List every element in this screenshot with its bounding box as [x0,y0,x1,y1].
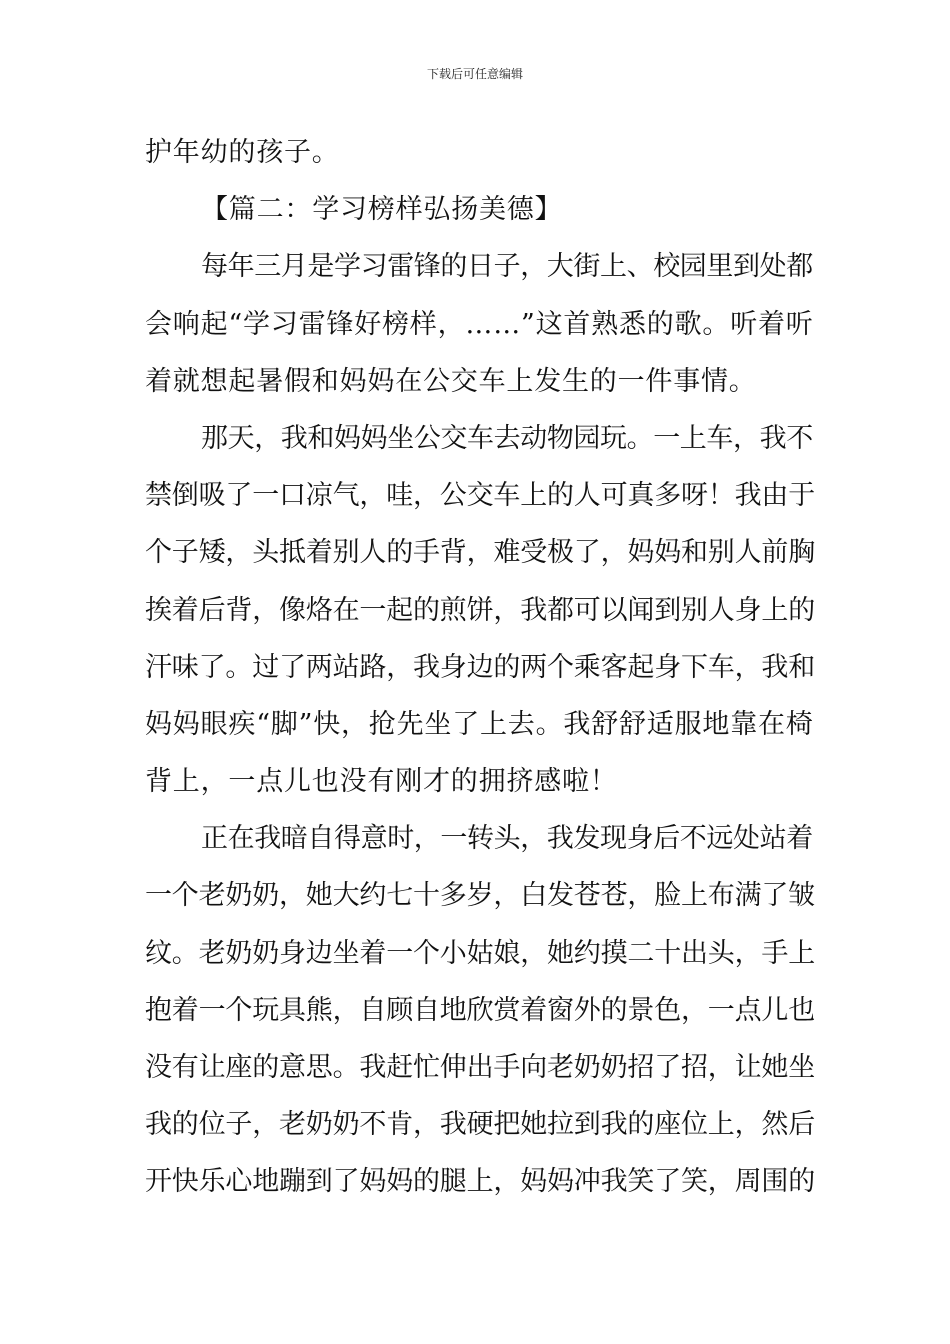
text-line: 妈妈眼疾“脚”快，抢先坐了上去。我舒舒适服地靠在椅 [145,708,814,740]
text-line: 禁倒吸了一口凉气，哇，公交车上的人可真多呀！我由于 [145,480,815,512]
text-line: 没有让座的意思。我赶忙伸出手向老奶奶招了招，让她坐 [145,1052,815,1083]
text-line: 正在我暗自得意时，一转头，我发现身后不远处站着 [201,823,813,855]
text-line: 挨着后背，像烙在一起的煎饼，我都可以闻到别人身上的 [145,594,815,626]
text-line: 抱着一个玩具熊，自顾自地欣赏着窗外的景色，一点儿也 [145,994,815,1026]
text-line: 背上，一点儿也没有刚才的拥挤感啦！ [145,766,618,798]
text-line: 个子矮，头抵着别人的手背，难受极了，妈妈和别人前胸 [145,537,815,569]
text-line: 纹。老奶奶身边坐着一个小姑娘，她约摸二十出头，手上 [145,937,815,969]
text-line: 一个老奶奶，她大约七十多岁，白发苍苍，脸上布满了皱 [145,880,815,912]
text-line: 着就想起暑假和妈妈在公交车上发生的一件事情。 [145,365,757,397]
page-header: 下载后可任意编辑 [426,67,523,81]
text-line: 开快乐心地蹦到了妈妈的腿上，妈妈冲我笑了笑，周围的 [145,1166,815,1198]
text-line: 我的位子，老奶奶不肯，我硬把她拉到我的座位上，然后 [145,1109,815,1141]
section-heading: 【篇二：学习榜样弘扬美德】 [201,194,563,226]
text-line: 汗味了。过了两站路，我身边的两个乘客起身下车，我和 [145,651,815,683]
text-line: 每年三月是学习雷锋的日子，大街上、校园里到处都 [201,251,813,283]
text-line: 护年幼的孩子。 [145,137,340,168]
document-body [145,124,815,1211]
text-line: 那天，我和妈妈坐公交车去动物园玩。一上车，我不 [201,422,813,454]
text-line: 会响起“学习雷锋好榜样，……”这首熟悉的歌。听着听 [145,308,814,340]
